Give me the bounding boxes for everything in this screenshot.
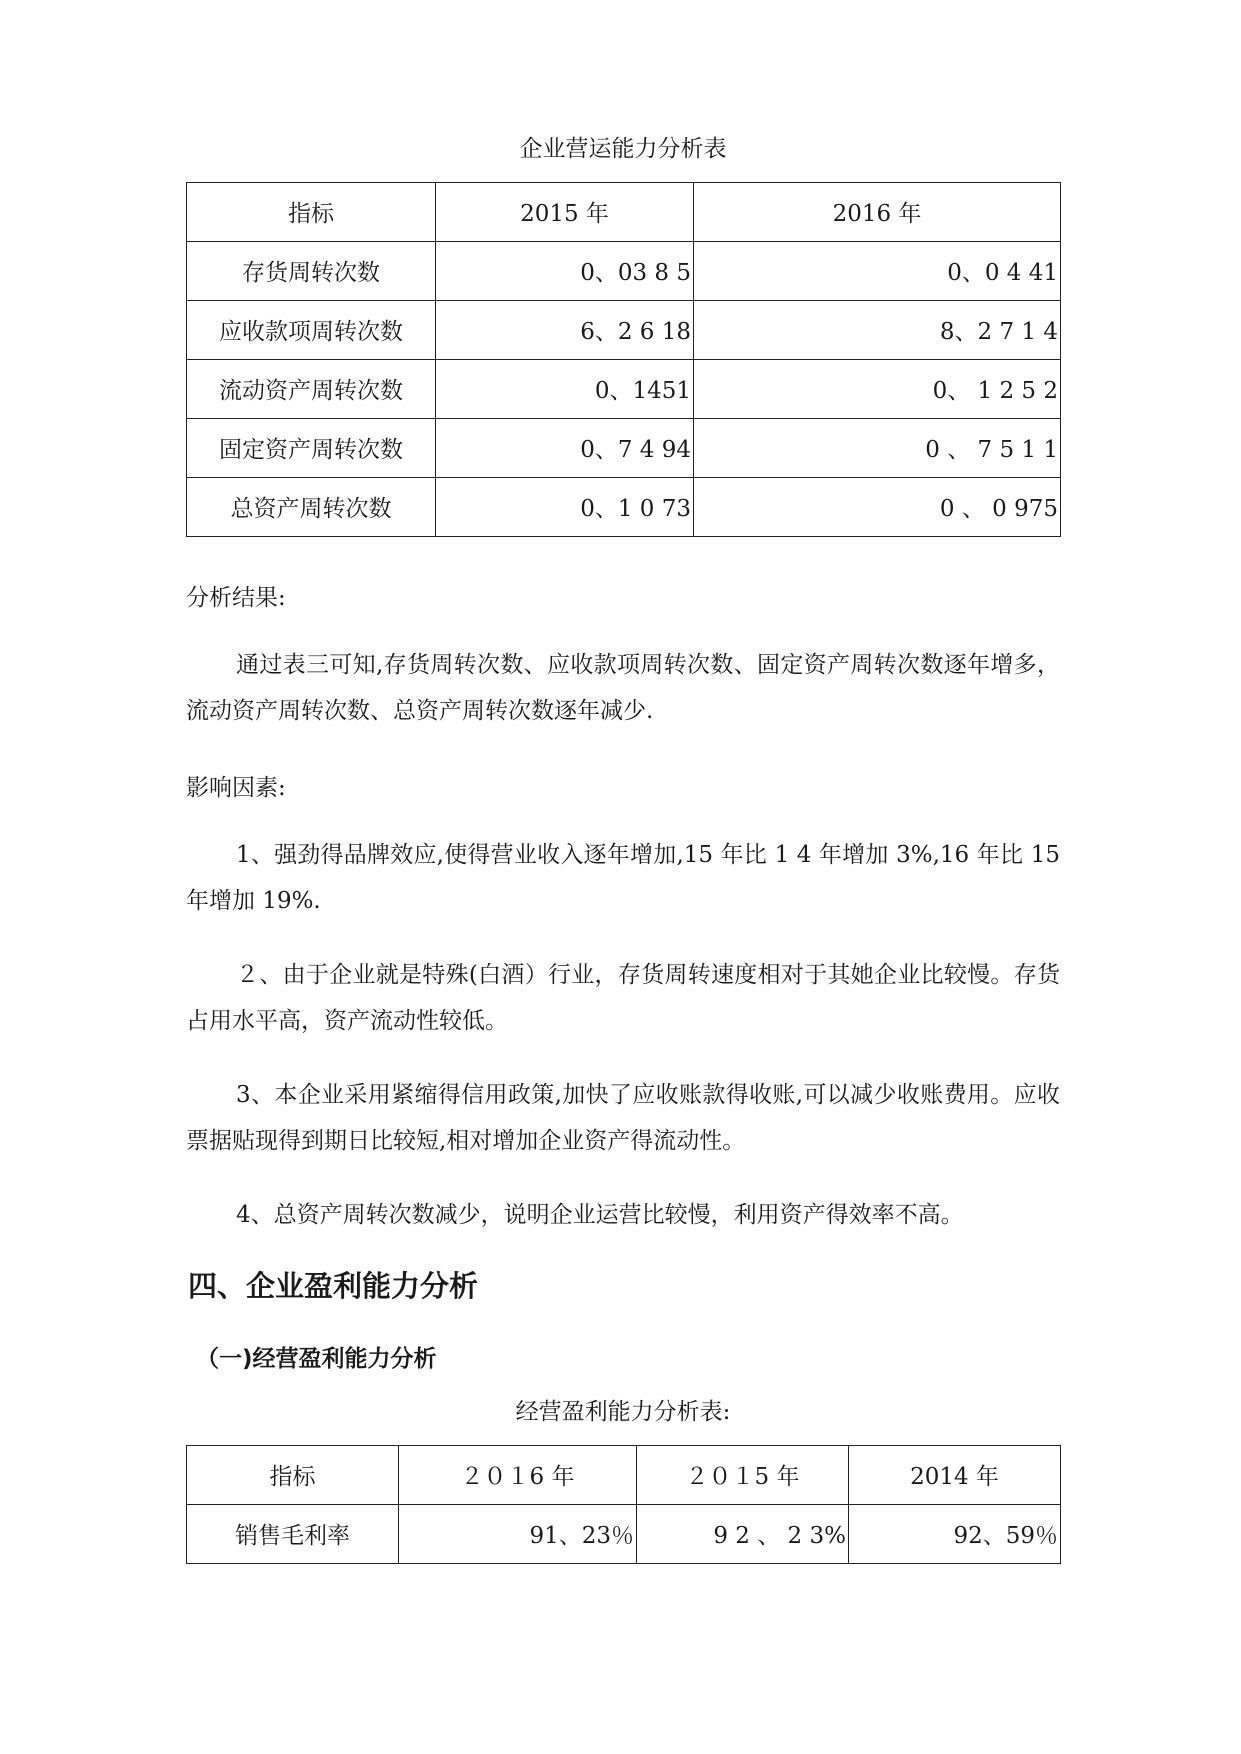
header-indicator: 指标: [187, 183, 436, 242]
section-title: 四、企业盈利能力分析: [188, 1269, 479, 1303]
cell-2016: 8、2 7 1 4: [694, 301, 1061, 360]
row-label: 销售毛利率: [187, 1505, 399, 1564]
cell-2014: 92、59％: [849, 1505, 1061, 1564]
cell-2015: 0、1 0 73: [436, 478, 694, 537]
factor-paragraph-4: 4、总资产周转次数减少，说明企业运营比较慢，利用资产得效率不高。: [236, 1202, 964, 1228]
operating-profitability-table: [186, 1445, 1061, 1564]
table2-caption: 经营盈利能力分析表:: [515, 1399, 731, 1425]
row-label: 存货周转次数: [187, 242, 436, 301]
cell-2016: 91、23％: [399, 1505, 637, 1564]
cell-2015: 6、2 6 18: [436, 301, 694, 360]
analysis-result-heading: 分析结果:: [186, 585, 286, 611]
cell-2015: 0、1451: [436, 360, 694, 419]
cell-2016: 0、0 4 41: [694, 242, 1061, 301]
table-row: [187, 478, 1061, 537]
cell-2015: 0、7 4 94: [436, 419, 694, 478]
cell-2015: 0、03 8 5: [436, 242, 694, 301]
subsection-title: （一)经营盈利能力分析: [196, 1346, 437, 1372]
table-header-row: [187, 1446, 1061, 1505]
operating-capacity-table: [186, 182, 1061, 537]
analysis-result-text: 通过表三可知,存货周转次数、应收款项周转次数、固定资产周转次数逐年增多，流动资产周转次数、总资产周转次数逐年减少.: [186, 652, 1060, 724]
row-label: 固定资产周转次数: [187, 419, 436, 478]
cell-2016: 0 、 7 5 1 1: [694, 419, 1061, 478]
cell-2015: 9 2 、 2 3%: [637, 1505, 849, 1564]
row-label: 流动资产周转次数: [187, 360, 436, 419]
table1-caption: 企业营运能力分析表: [519, 136, 727, 162]
table-row: [187, 242, 1061, 301]
table-row: [187, 360, 1061, 419]
factor-paragraph-2: ２、由于企业就是特殊(白酒）行业，存货周转速度相对于其她企业比较慢。存货占用水平高，资产流动性较低。: [186, 962, 1060, 1034]
header-2014: 2014 年: [849, 1446, 1061, 1505]
factors-heading: 影响因素:: [186, 775, 286, 801]
header-2015: 2015 年: [436, 183, 694, 242]
table-header-row: [187, 183, 1061, 242]
factor-paragraph-1: 1、强劲得品牌效应,使得营业收入逐年增加,15 年比 1 4 年增加 3%,16 年比 15 年增加 19%.: [186, 842, 1060, 914]
row-label: 应收款项周转次数: [187, 301, 436, 360]
cell-2016: 0、 1 2 5 2: [694, 360, 1061, 419]
header-indicator: 指标: [187, 1446, 399, 1505]
table-row: [187, 419, 1061, 478]
table-row: [187, 1505, 1061, 1564]
header-2015: ２０１5 年: [637, 1446, 849, 1505]
header-2016: 2016 年: [694, 183, 1061, 242]
factor-paragraph-3: 3、本企业采用紧缩得信用政策,加快了应收账款得收账,可以减少收账费用。应收票据贴现得到期日比较短,相对增加企业资产得流动性。: [186, 1082, 1060, 1154]
table-row: [187, 301, 1061, 360]
header-2016: ２０１6 年: [399, 1446, 637, 1505]
row-label: 总资产周转次数: [187, 478, 436, 537]
cell-2016: 0 、 0 975: [694, 478, 1061, 537]
